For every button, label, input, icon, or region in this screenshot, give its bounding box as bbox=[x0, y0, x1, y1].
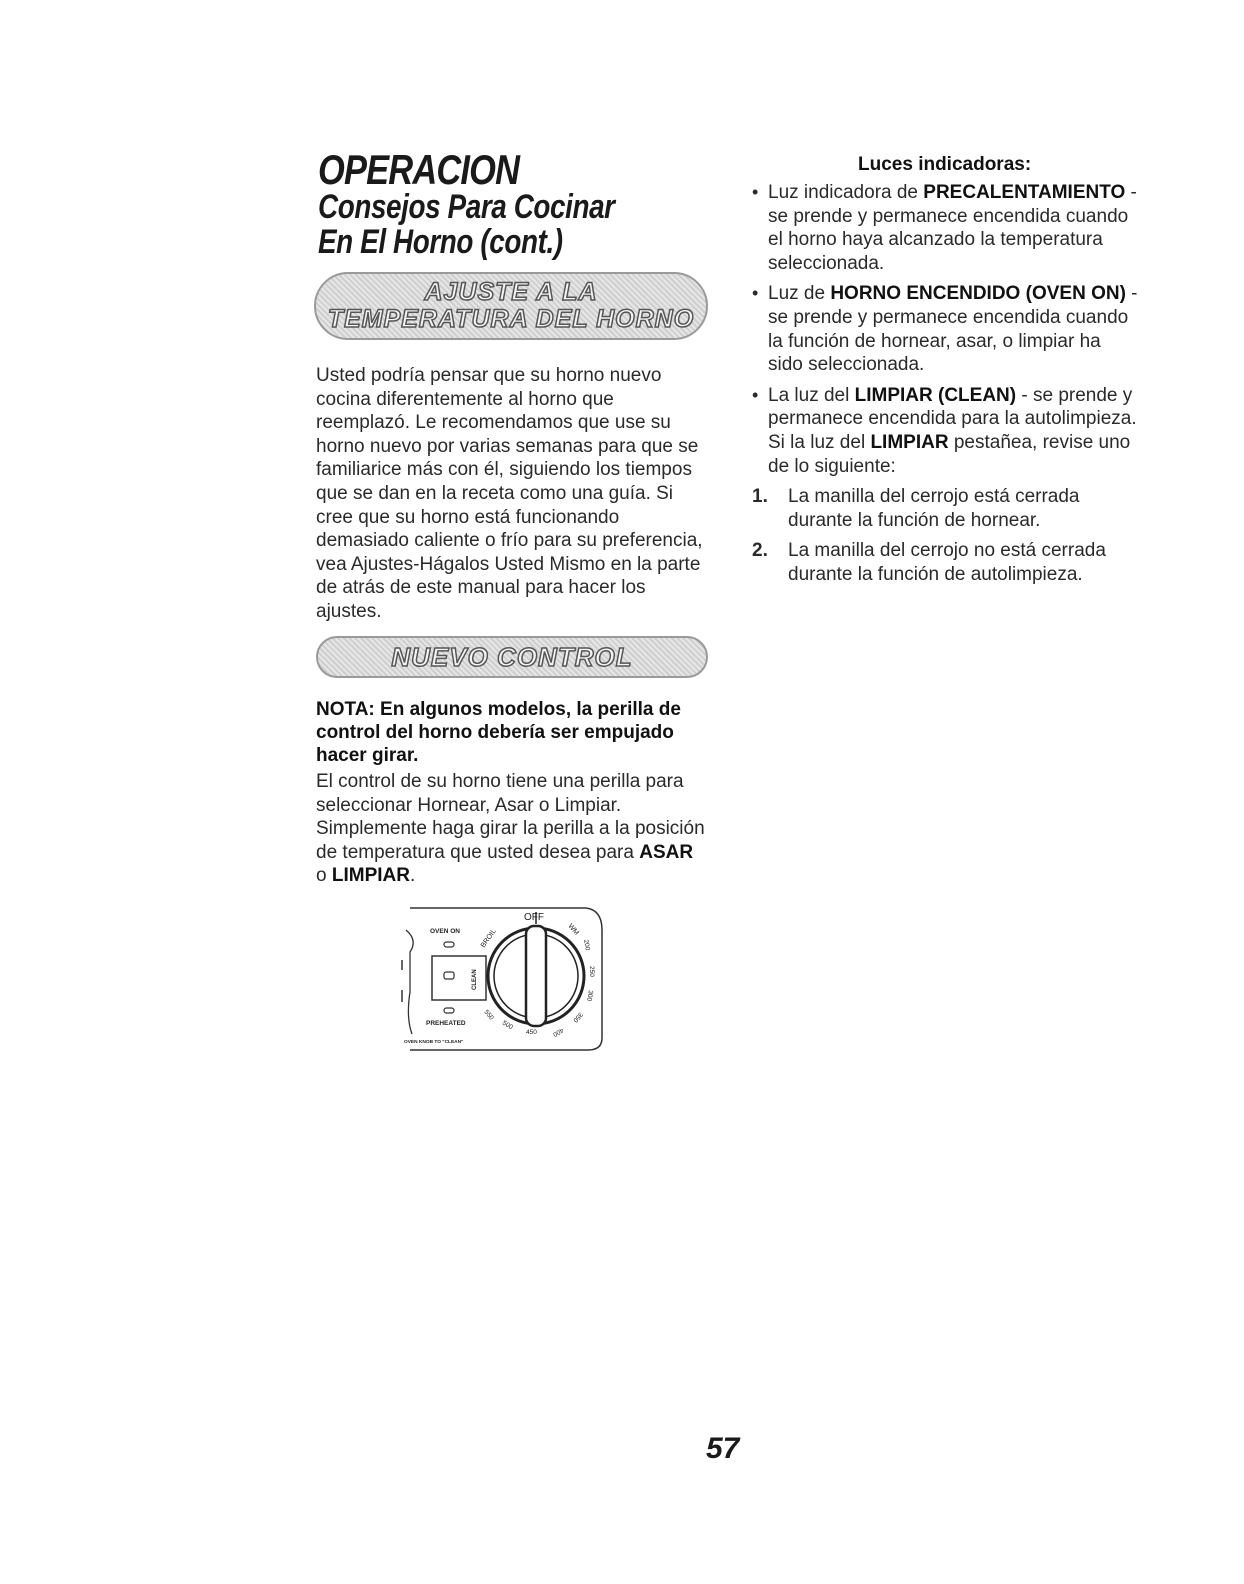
control-paragraph bbox=[316, 770, 708, 888]
section-title: OPERACION bbox=[318, 146, 520, 193]
numbered-item-1-text: La manilla del cerrojo está cerrada durante la función de hornear. bbox=[788, 486, 1080, 531]
banner-oven-temperature-line2: TEMPERATURA DEL HORNO bbox=[327, 305, 695, 333]
indicator-oven-on-bold: HORNO ENCENDIDO (OVEN ON) bbox=[830, 283, 1126, 305]
indicators-list bbox=[752, 181, 1138, 478]
indicator-clean-bold2: LIMPIAR bbox=[870, 431, 949, 453]
indicator-preheat-post: - se prende y permanece encendida cuando el horno haya alcanzado la temperatura seleccionada. bbox=[768, 182, 1137, 274]
temp-250: 250 bbox=[588, 966, 595, 977]
indicator-clean-bold: LIMPIAR (CLEAN) bbox=[854, 384, 1017, 406]
numbered-item-2 bbox=[752, 539, 1138, 586]
numbered-item-2-num: 2. bbox=[752, 540, 768, 562]
temp-350: 350 bbox=[571, 1010, 584, 1024]
banner-oven-temperature bbox=[314, 272, 708, 340]
indicators-heading: Luces indicadoras: bbox=[858, 154, 1032, 175]
preheated-label: PREHEATED bbox=[426, 1020, 466, 1027]
indicator-preheat-pre: Luz indicadora de bbox=[768, 182, 924, 203]
indicator-preheat-item bbox=[752, 181, 1138, 275]
warm-label: WM bbox=[566, 922, 580, 937]
diagram-footer-text: OVEN KNOB TO "CLEAN" bbox=[404, 1040, 464, 1045]
indicator-clean-pre: La luz del bbox=[768, 384, 855, 406]
knob-grip bbox=[526, 926, 546, 1026]
indicator-preheat-bold: PRECALENTAMIENTO bbox=[923, 182, 1126, 203]
temp-450: 450 bbox=[526, 1029, 537, 1036]
indicator-clean-post: - se prende y permanece encendida para la autolimpieza. Si la luz del bbox=[768, 384, 1137, 453]
indicator-clean-post2: pestañea, revise uno de lo siguiente: bbox=[768, 431, 1131, 477]
temp-200: 200 bbox=[582, 939, 591, 952]
numbered-item-1-num: 1. bbox=[752, 486, 768, 508]
off-label: OFF bbox=[524, 912, 544, 923]
indicator-clean-item bbox=[752, 384, 1138, 478]
banner-oven-temperature-line1: AJUSTE A LA bbox=[424, 278, 598, 306]
indicator-oven-on-post: - se prende y permanece encendida cuando la función de hornear, asar, o limpiar ha sido seleccionada. bbox=[768, 283, 1138, 376]
control-text-mid: o bbox=[316, 865, 332, 887]
control-text-prefix: El control de su horno tiene una perilla para seleccionar Hornear, Asar o Limpiar. Simplemente haga girar la perilla a la posición de temperatura que usted desea para bbox=[316, 771, 705, 863]
note-paragraph: NOTA: En algunos modelos, la perilla de control del horno debería ser empujado hacer girar. bbox=[316, 699, 681, 766]
indicators-numbered-list bbox=[752, 485, 1138, 586]
banner-new-control-label: NUEVO CONTROL bbox=[391, 642, 633, 672]
control-text-clean: LIMPIAR bbox=[331, 865, 410, 887]
control-text-broil: ASAR bbox=[639, 841, 694, 863]
indicator-oven-on-item bbox=[752, 282, 1138, 376]
clean-label: CLEAN bbox=[472, 969, 478, 990]
banner-new-control bbox=[316, 636, 708, 678]
indicator-oven-on-pre: Luz de bbox=[768, 283, 831, 305]
temp-500: 500 bbox=[501, 1019, 514, 1032]
page-subtitle bbox=[318, 190, 615, 260]
oven-control-diagram bbox=[396, 900, 606, 1058]
intro-paragraph: Usted podría pensar que su horno nuevo cocina diferentemente al horno que reemplazó. Le recomendamos que use su horno nuevo por varias semanas para que se familiarice más con él, siguiendo los tiempos que se dan en la receta como una guía. Si cree que su horno está funcionando demasiado caliente o frío para su preferencia, vea Ajustes-Hágalos Usted Mismo en la parte de atrás de este manual para hacer los ajustes. bbox=[316, 365, 703, 622]
subtitle-line-1: Consejos Para Cocinar bbox=[318, 188, 615, 226]
temp-300: 300 bbox=[585, 989, 594, 1002]
control-text-suffix: . bbox=[409, 865, 416, 887]
oven-on-label: OVEN ON bbox=[430, 928, 460, 935]
temp-400: 400 bbox=[551, 1026, 565, 1038]
numbered-item-1 bbox=[752, 485, 1138, 532]
subtitle-line-2: En El Horno (cont.) bbox=[318, 223, 563, 261]
broil-label: BROIL bbox=[479, 927, 498, 950]
temp-550: 550 bbox=[482, 1008, 495, 1022]
indicators-list-wrapper bbox=[752, 181, 1138, 594]
page-number: 57 bbox=[706, 1432, 740, 1465]
numbered-item-2-text: La manilla del cerrojo no está cerrada durante la función de autolimpieza. bbox=[788, 540, 1106, 585]
